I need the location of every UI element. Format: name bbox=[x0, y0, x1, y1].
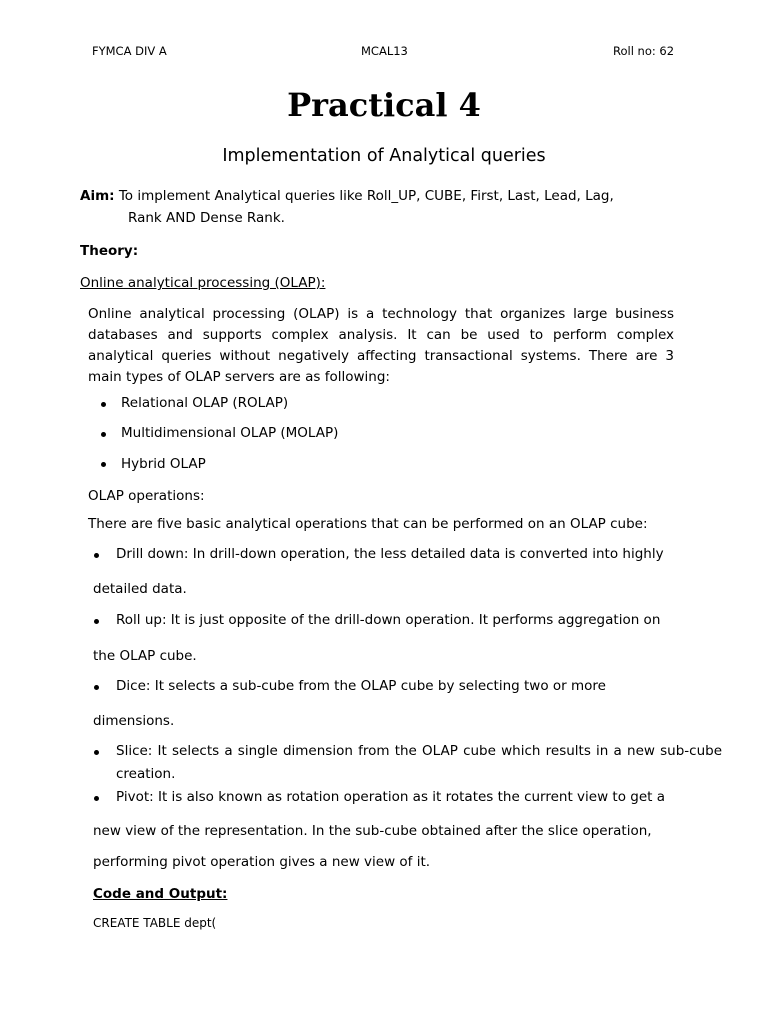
theory-heading: Theory: bbox=[80, 243, 139, 259]
operation-dice-line-2: dimensions. bbox=[93, 713, 175, 729]
bullet-icon bbox=[94, 553, 99, 558]
operation-pivot-line-3: performing pivot operation gives a new view of it. bbox=[93, 854, 431, 870]
olap-paragraph: Online analytical processing (OLAP) is a technology that organizes large business databases and supports complex analysis. It can be used to perform complex analytical queries without negatively affecting transactional systems. There are 3 main types of OLAP servers are as following: bbox=[88, 306, 674, 385]
operation-drill-down-line-1: Drill down: In drill-down operation, the less detailed data is converted into highly bbox=[116, 546, 664, 562]
operations-intro: There are five basic analytical operations that can be performed on an OLAP cube: bbox=[88, 516, 648, 532]
code-line: CREATE TABLE dept( bbox=[93, 916, 217, 930]
header-center: MCAL13 bbox=[361, 44, 408, 58]
operation-roll-up-line-2: the OLAP cube. bbox=[93, 648, 197, 664]
operation-slice-line-1: Slice: It selects a single dimension from the OLAP cube which results in a new sub-cube bbox=[116, 743, 722, 759]
bullet-icon bbox=[101, 402, 106, 407]
bullet-icon bbox=[94, 619, 99, 624]
code-heading: Code and Output: bbox=[93, 886, 228, 902]
operation-drill-down-line-2: detailed data. bbox=[93, 581, 187, 597]
operation-dice-line-1: Dice: It selects a sub-cube from the OLAP cube by selecting two or more bbox=[116, 678, 606, 694]
olap-type-item: Relational OLAP (ROLAP) bbox=[121, 395, 289, 411]
header-right: Roll no: 62 bbox=[613, 44, 675, 58]
aim-line-1 bbox=[80, 188, 614, 204]
aim-text-1: To implement Analytical queries like Roll_UP, CUBE, First, Last, Lead, Lag, bbox=[114, 188, 614, 204]
olap-type-item: Hybrid OLAP bbox=[121, 456, 206, 472]
operation-roll-up-line-1: Roll up: It is just opposite of the drill-down operation. It performs aggregation on bbox=[116, 612, 661, 628]
bullet-icon bbox=[94, 750, 99, 755]
olap-heading: Online analytical processing (OLAP): bbox=[80, 275, 326, 291]
header-left: FYMCA DIV A bbox=[92, 44, 167, 58]
operation-pivot-line-1: Pivot: It is also known as rotation operation as it rotates the current view to get a bbox=[116, 789, 666, 805]
bullet-icon bbox=[101, 432, 106, 437]
olap-type-item: Multidimensional OLAP (MOLAP) bbox=[121, 425, 339, 441]
aim-label: Aim: bbox=[80, 188, 115, 204]
aim-text-2: Rank AND Dense Rank. bbox=[128, 210, 285, 226]
page-subtitle: Implementation of Analytical queries bbox=[222, 146, 546, 166]
operation-pivot-line-2: new view of the representation. In the sub-cube obtained after the slice operation, bbox=[93, 823, 652, 839]
operation-slice-line-2: creation. bbox=[116, 766, 176, 782]
bullet-icon bbox=[94, 796, 99, 801]
bullet-icon bbox=[94, 685, 99, 690]
page-title: Practical 4 bbox=[287, 86, 481, 124]
operations-label: OLAP operations: bbox=[88, 488, 205, 504]
bullet-icon bbox=[101, 462, 106, 467]
